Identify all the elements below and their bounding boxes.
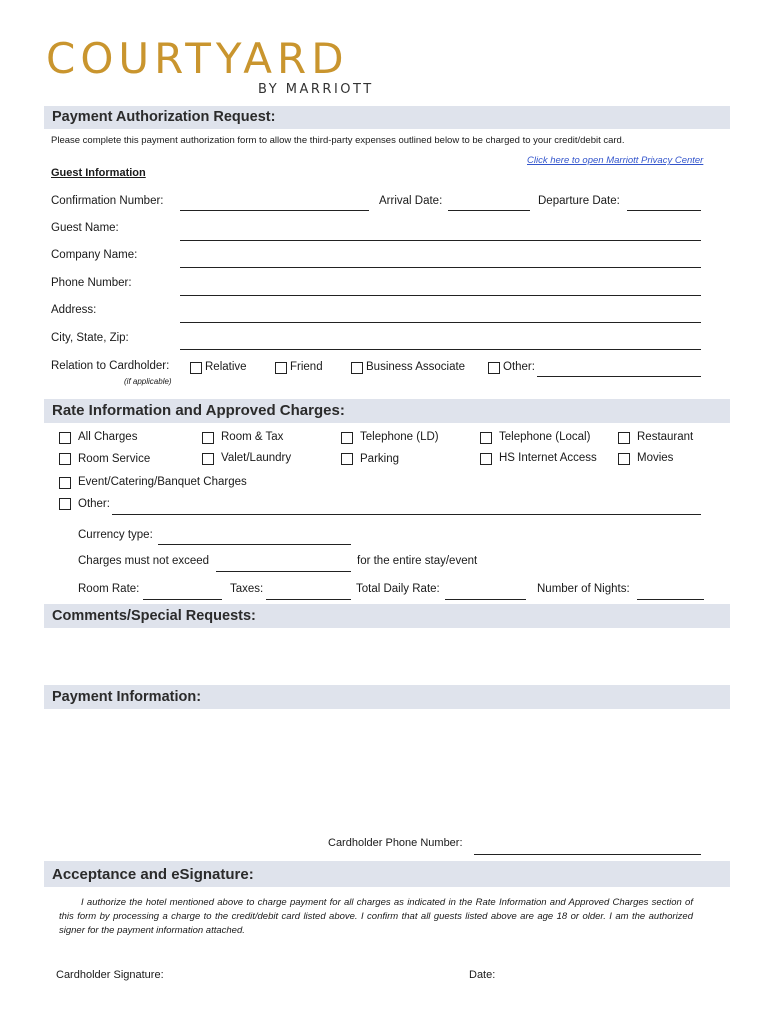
event-catering-checkbox[interactable] xyxy=(59,477,71,489)
privacy-center-link[interactable]: Click here to open Marriott Privacy Center xyxy=(527,155,704,166)
address-field[interactable] xyxy=(180,322,701,323)
section-title: Acceptance and eSignature: xyxy=(52,866,254,883)
all-charges-label: All Charges xyxy=(78,431,138,443)
intro-text: Please complete this payment authorization form to allow the third-party expenses outlined below to be charged to your credit/debit card. xyxy=(51,135,625,146)
telephone-local-label: Telephone (Local) xyxy=(499,431,591,443)
exceed-amount-field[interactable] xyxy=(216,571,351,572)
movies-checkbox[interactable] xyxy=(618,453,630,465)
restaurant-checkbox[interactable] xyxy=(618,432,630,444)
arrival-label: Arrival Date: xyxy=(379,195,443,207)
company-name-label: Company Name: xyxy=(51,249,138,261)
room-rate-label: Room Rate: xyxy=(78,583,140,595)
comments-area[interactable] xyxy=(44,632,730,682)
business-associate-checkbox[interactable] xyxy=(351,362,363,374)
guest-name-field[interactable] xyxy=(180,240,701,241)
parking-label: Parking xyxy=(360,453,399,465)
currency-label: Currency type: xyxy=(78,529,153,541)
taxes-label: Taxes: xyxy=(230,583,264,595)
phone-number-label: Phone Number: xyxy=(51,277,132,289)
date-label: Date: xyxy=(469,969,496,981)
all-charges-checkbox[interactable] xyxy=(59,432,71,444)
section-title: Payment Information: xyxy=(52,689,202,705)
signature-field[interactable] xyxy=(170,962,450,984)
other-charges-field[interactable] xyxy=(112,514,701,515)
other-charges-checkbox[interactable] xyxy=(59,498,71,510)
section-header-comments xyxy=(44,604,730,628)
cardholder-phone-field[interactable] xyxy=(474,854,701,855)
other-relation-label: Other: xyxy=(503,361,535,373)
signature-label: Cardholder Signature: xyxy=(56,969,164,981)
room-tax-label: Room & Tax xyxy=(221,431,284,443)
address-label: Address: xyxy=(51,304,97,316)
guest-name-label: Guest Name: xyxy=(51,222,119,234)
room-tax-checkbox[interactable] xyxy=(202,432,214,444)
entire-stay-label: for the entire stay/event xyxy=(357,555,478,567)
other-relation-checkbox[interactable] xyxy=(488,362,500,374)
event-catering-label: Event/Catering/Banquet Charges xyxy=(78,476,247,488)
departure-date-field[interactable] xyxy=(627,210,701,211)
nights-label: Number of Nights: xyxy=(537,583,630,595)
departure-label: Departure Date: xyxy=(538,195,620,207)
relative-label: Relative xyxy=(205,361,247,373)
section-header-payment-info xyxy=(44,685,730,709)
total-daily-field[interactable] xyxy=(445,599,526,600)
acceptance-text: I authorize the hotel mentioned above to charge payment for all charges as indicated in the Rate Information and Approved Charges section of this form by processing a charge to the credit/debit card listed above. I confirm that all guests listed above are age 18 or older. I am the authorized signer for the payment information attached. xyxy=(59,897,693,936)
friend-checkbox[interactable] xyxy=(275,362,287,374)
telephone-local-checkbox[interactable] xyxy=(480,432,492,444)
brand-logo: COURTYARD xyxy=(46,34,349,83)
room-service-label: Room Service xyxy=(78,453,151,465)
hs-internet-checkbox[interactable] xyxy=(480,453,492,465)
section-header-rate xyxy=(44,399,730,423)
other-relation-field[interactable] xyxy=(537,376,701,377)
business-associate-label: Business Associate xyxy=(366,361,466,373)
section-title: Comments/Special Requests: xyxy=(52,608,256,624)
city-state-zip-field[interactable] xyxy=(180,349,701,350)
telephone-ld-checkbox[interactable] xyxy=(341,432,353,444)
section-title: Rate Information and Approved Charges: xyxy=(52,402,345,419)
payment-info-area[interactable] xyxy=(44,713,730,828)
room-rate-field[interactable] xyxy=(143,599,222,600)
restaurant-label: Restaurant xyxy=(637,431,694,443)
section-header-payment-auth xyxy=(44,106,730,129)
section-title: Payment Authorization Request: xyxy=(52,109,276,125)
if-applicable-note: (if applicable) xyxy=(124,377,172,386)
hs-internet-label: HS Internet Access xyxy=(499,452,597,464)
confirmation-field[interactable] xyxy=(180,210,369,211)
valet-laundry-label: Valet/Laundry xyxy=(221,452,292,464)
confirmation-label: Confirmation Number: xyxy=(51,195,164,207)
movies-label: Movies xyxy=(637,452,674,464)
taxes-field[interactable] xyxy=(266,599,351,600)
signature-date-field[interactable] xyxy=(500,962,700,984)
total-daily-label: Total Daily Rate: xyxy=(356,583,440,595)
brand-logo-sub: BY MARRIOTT xyxy=(258,82,374,97)
currency-field[interactable] xyxy=(158,544,351,545)
cardholder-phone-label: Cardholder Phone Number: xyxy=(328,837,463,849)
guest-info-heading: Guest Information xyxy=(51,167,146,179)
exceed-label: Charges must not exceed xyxy=(78,555,210,567)
friend-label: Friend xyxy=(290,361,323,373)
city-state-zip-label: City, State, Zip: xyxy=(51,332,129,344)
nights-field[interactable] xyxy=(637,599,704,600)
phone-number-field[interactable] xyxy=(180,295,701,296)
relative-checkbox[interactable] xyxy=(190,362,202,374)
room-service-checkbox[interactable] xyxy=(59,453,71,465)
section-header-acceptance xyxy=(44,861,730,887)
valet-laundry-checkbox[interactable] xyxy=(202,453,214,465)
arrival-date-field[interactable] xyxy=(448,210,530,211)
relation-label: Relation to Cardholder: xyxy=(51,360,170,372)
other-charges-label: Other: xyxy=(78,498,110,510)
telephone-ld-label: Telephone (LD) xyxy=(360,431,439,443)
parking-checkbox[interactable] xyxy=(341,453,353,465)
company-name-field[interactable] xyxy=(180,267,701,268)
